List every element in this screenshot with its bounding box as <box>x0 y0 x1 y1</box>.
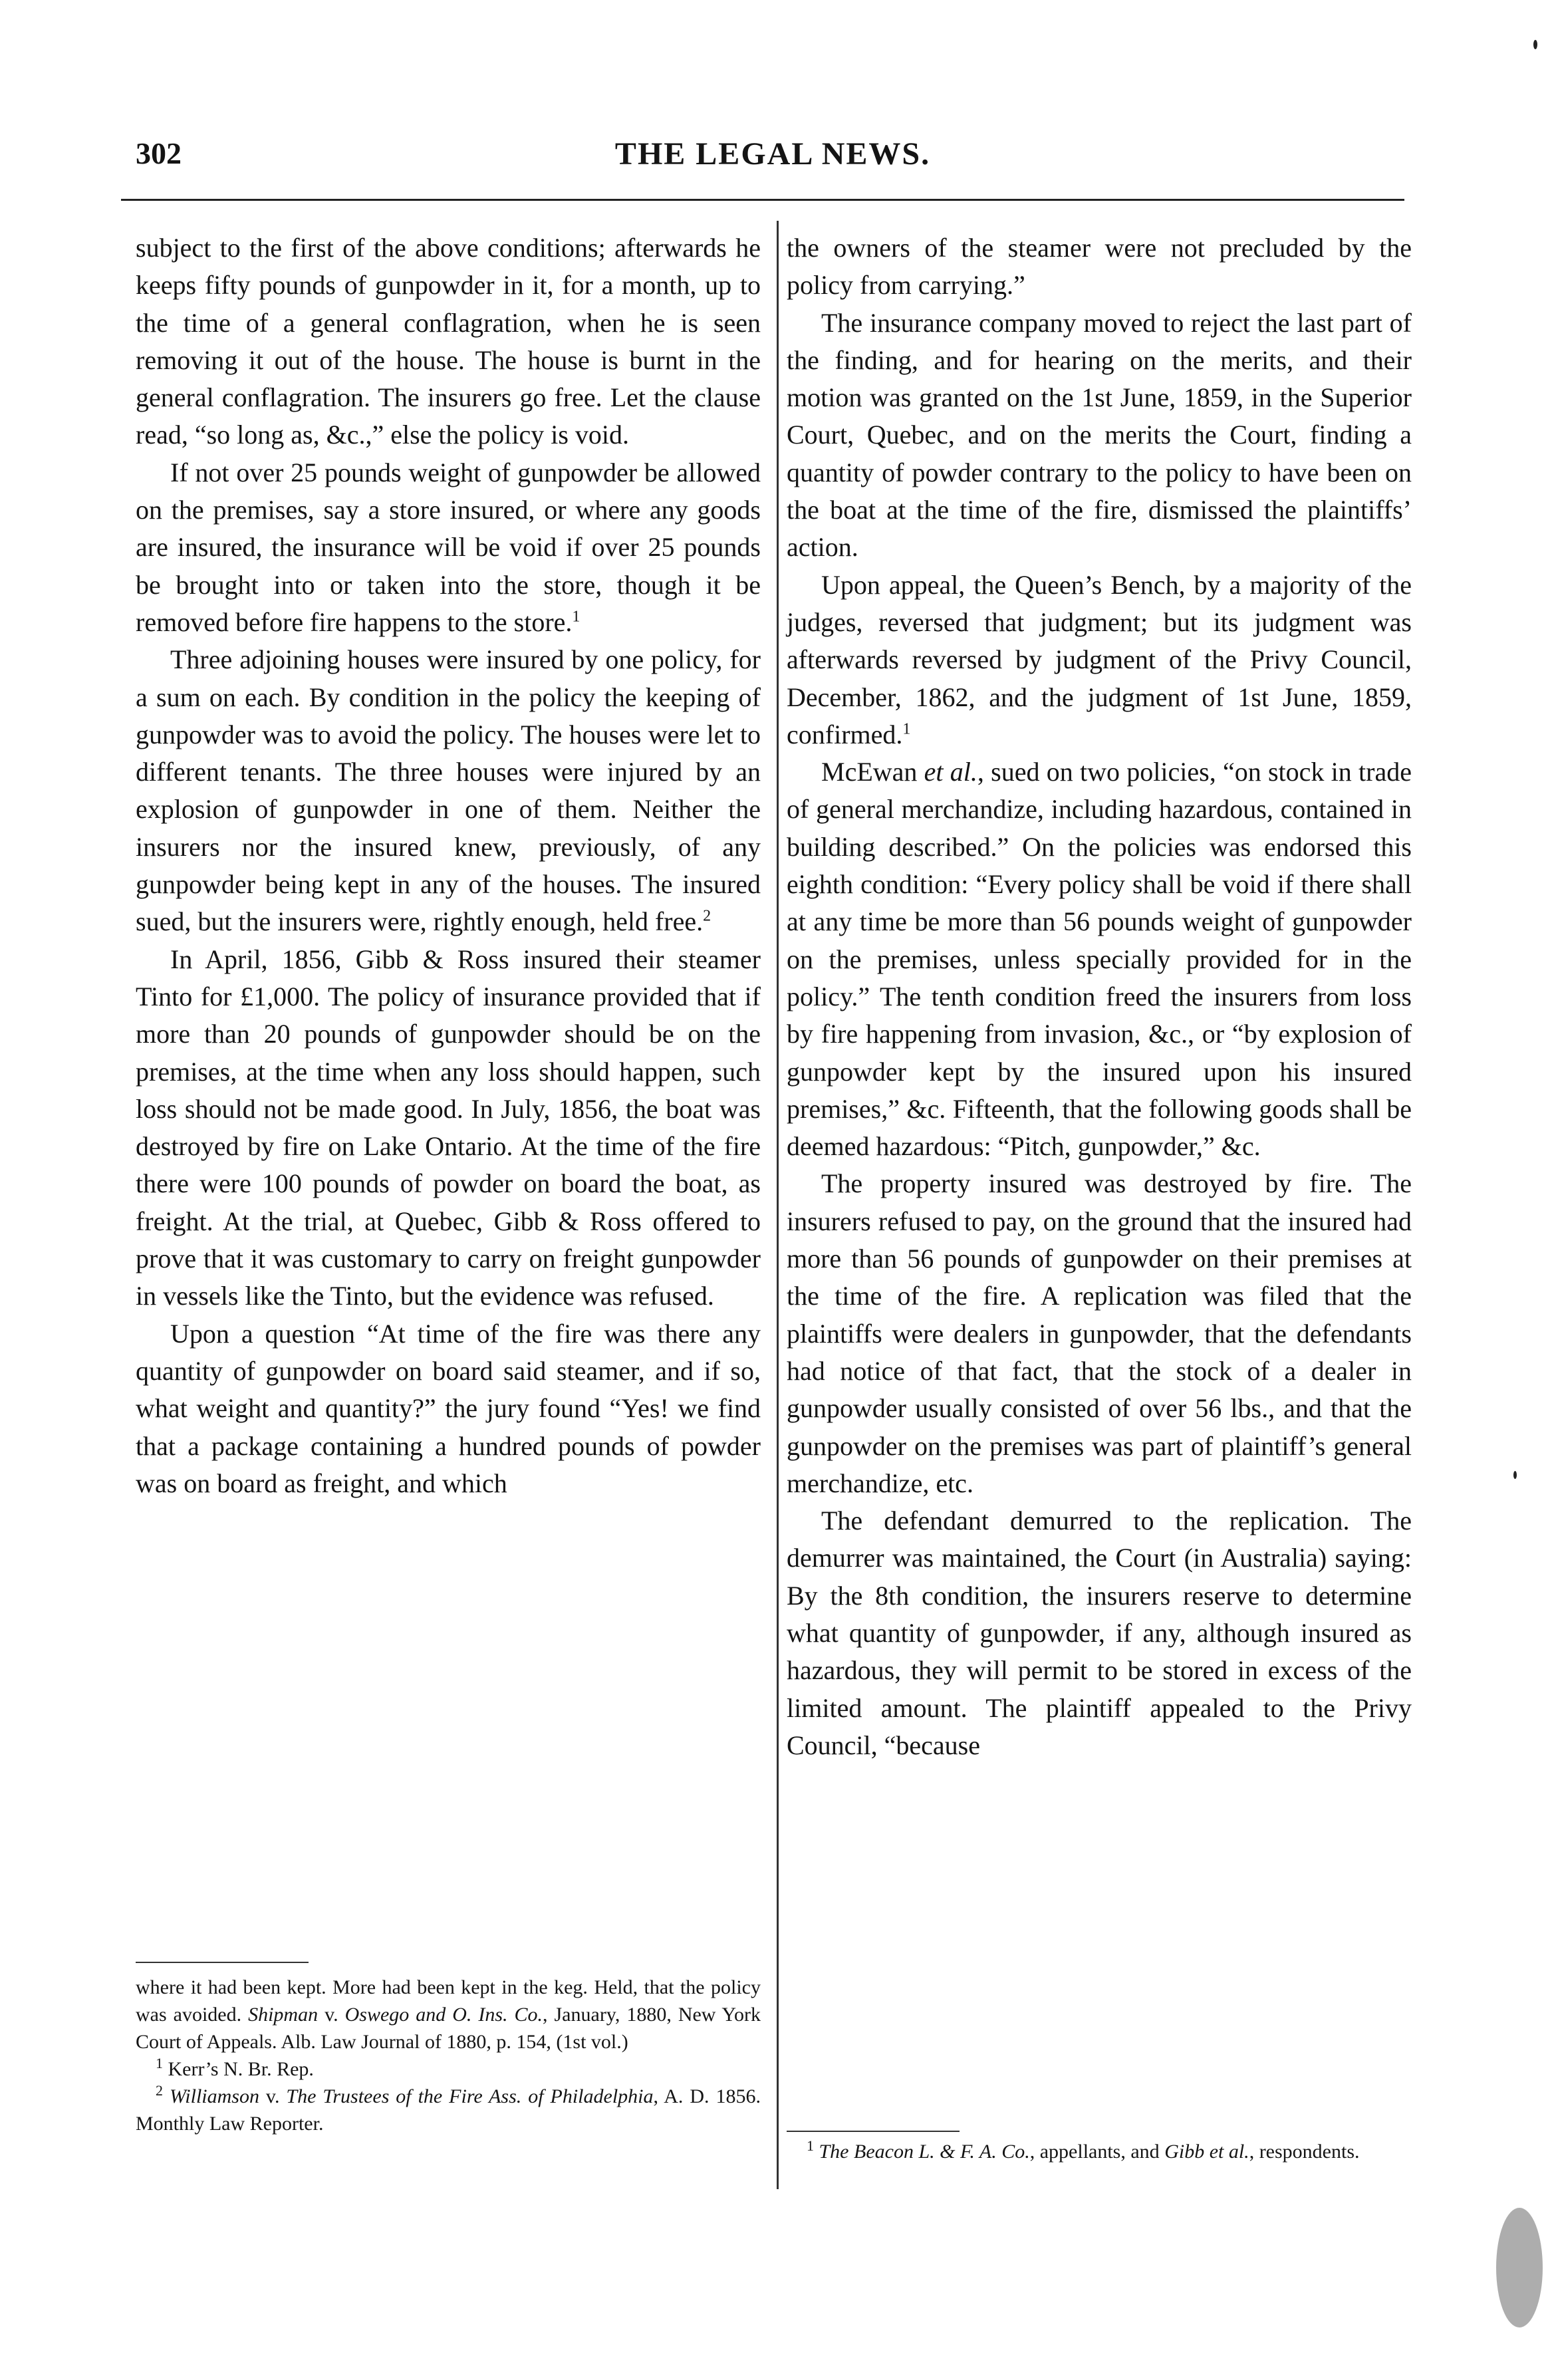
footnote-1: $^1$ The Beacon L. & F. A. Co., appellants, and Gibb et al., respondents. <box>807 2137 1360 2163</box>
left-paragraph-1: subject to the first of the above conditions; afterwards he keeps fifty pounds of gunpowder in it, for a month, up to the time of a general conflagration, when he is seen removing it out of the house. The house is burnt in the general conflagration. The insurers go free. Let the clause read, “so long as, &c.,” else the policy is void. <box>136 233 761 450</box>
right-paragraph-2: The insurance company moved to reject the last part of the finding, and for hearing on the merits, and their motion was granted on the 1st June, 1859, in the Superior Court, Quebec, and on the merits the Court, finding a quantity of powder contrary to the policy to have been on the boat at the time of the fire, dismissed the plaintiffs’ action. <box>787 307 1412 563</box>
scan-speck <box>1533 40 1537 49</box>
right-paragraph-3: Upon appeal, the Queen’s Bench, by a majority of the judges, reversed that judgment; but its judgment was afterwards reversed by judgment of the Privy Council, December, 1862, and the judgment of 1st June, 1859, confirmed.$^1$ <box>787 569 1412 749</box>
page-number: 302 <box>136 136 182 170</box>
footnote-ref-2: 2 <box>703 908 711 926</box>
footnote-ref-1: 1 <box>902 720 911 738</box>
right-footnote-rule <box>787 2131 960 2132</box>
scan-speck <box>1513 1471 1517 1479</box>
footnote-2: $^2$ Williamson v. The Trustees of the Fire Ass. of Philadelphia, A. D. 1856. Monthly Law Reporter. <box>136 2082 761 2135</box>
running-title: THE LEGAL NEWS. <box>614 136 931 172</box>
page-edge-smudge <box>1496 2208 1543 2327</box>
page-header <box>121 130 1424 177</box>
column-divider <box>777 221 779 2189</box>
left-paragraph-5: Upon a question “At time of the fire was there any quantity of gunpowder on board said steamer, and if so, what weight and quantity?” the jury found “Yes! we find that a package containing a hundred pounds of powder was on board as freight, and which <box>136 1318 761 1498</box>
left-column <box>136 229 761 1502</box>
left-footnotes <box>136 1974 761 2137</box>
left-paragraph-3: Three adjoining houses were insured by one policy, for a sum on each. By condition in the policy the keeping of gunpowder was to avoid the policy. The houses were let to different tenants. The three houses were injured by an explosion of gunpowder in one of them. Neither the insurers nor the insured knew, previously, of any gunpowder being kept in any of the houses. The insured sued, but the insurers were, rightly enough, held free.$^2$ <box>136 644 761 937</box>
left-paragraph-2: If not over 25 pounds weight of gunpowder be allowed on the premises, say a store insured, or where any goods are insured, the insurance will be void if over 25 pounds be brought into or taken into the store, though it be removed before fire happens to the store.$^1$ <box>136 457 761 637</box>
footnote-ref-1: 1 <box>572 608 581 626</box>
right-column <box>787 229 1412 1764</box>
footnote-1: $^1$ Kerr’s N. Br. Rep. <box>156 2055 314 2080</box>
right-footnotes <box>787 2138 1412 2165</box>
right-paragraph-5: The property insured was destroyed by fire. The insurers refused to pay, on the ground that the insured had more than 56 pounds of gunpowder on their premises at the time of the fire. A replication was filed that the plaintiffs were dealers in gunpowder, that the defendants had notice of that fact, that the stock of a dealer in gunpowder usually consisted of over 56 lbs., and that the gunpowder on the premises was part of plaintiff’s general merchandize, etc. <box>787 1168 1412 1498</box>
left-footnote-rule <box>136 1962 309 1963</box>
left-paragraph-4: In April, 1856, Gibb & Ross insured their steamer Tinto for £1,000. The policy of insurance provided that if more than 20 pounds of gunpowder should be on the premises, at the time when any loss should happen, such loss should not be made good. In July, 1856, the boat was destroyed by fire on Lake Ontario. At the time of the fire there were 100 pounds of powder on board the boat, as freight. At the trial, at Quebec, Gibb & Ross offered to prove that it was customary to carry on freight gunpowder in vessels like the Tinto, but the evidence was refused. <box>136 944 761 1311</box>
right-paragraph-1: the owners of the steamer were not precluded by the policy from carrying.” <box>787 233 1412 301</box>
right-paragraph-4: McEwan et al., sued on two policies, “on stock in trade of general merchandize, including hazardous, contained in building described.” On the policies was endorsed this eighth condition: “Every policy shall be void if there shall at any time be more than 56 pounds weight of gunpowder on the premises, unless specially provided for in the policy.” The tenth condition freed the insurers from loss by fire happening from invasion, &c., or “by explosion of gunpowder kept by the insured upon his insured premises,” &c. Fifteenth, that the following goods shall be deemed hazardous: “Pitch, gunpowder,” &c. <box>787 757 1412 1162</box>
right-paragraph-6: The defendant demurred to the replication. The demurrer was maintained, the Court (in Australia) saying: By the 8th condition, the insurers reserve to determine what quantity of gunpowder, if any, although insured as hazardous, they will permit to be stored in excess of the limited amount. The plaintiff appealed to the Privy Council, “because <box>787 1506 1412 1760</box>
header-rule <box>121 199 1404 201</box>
footnote-continuation: where it had been kept. More had been kept in the keg. Held, that the policy was avoided. Shipman v. Oswego and O. Ins. Co., January, 1880, New York Court of Appeals. Alb. Law Journal of 1880, p. 154, (1st vol.) <box>136 1976 761 2053</box>
